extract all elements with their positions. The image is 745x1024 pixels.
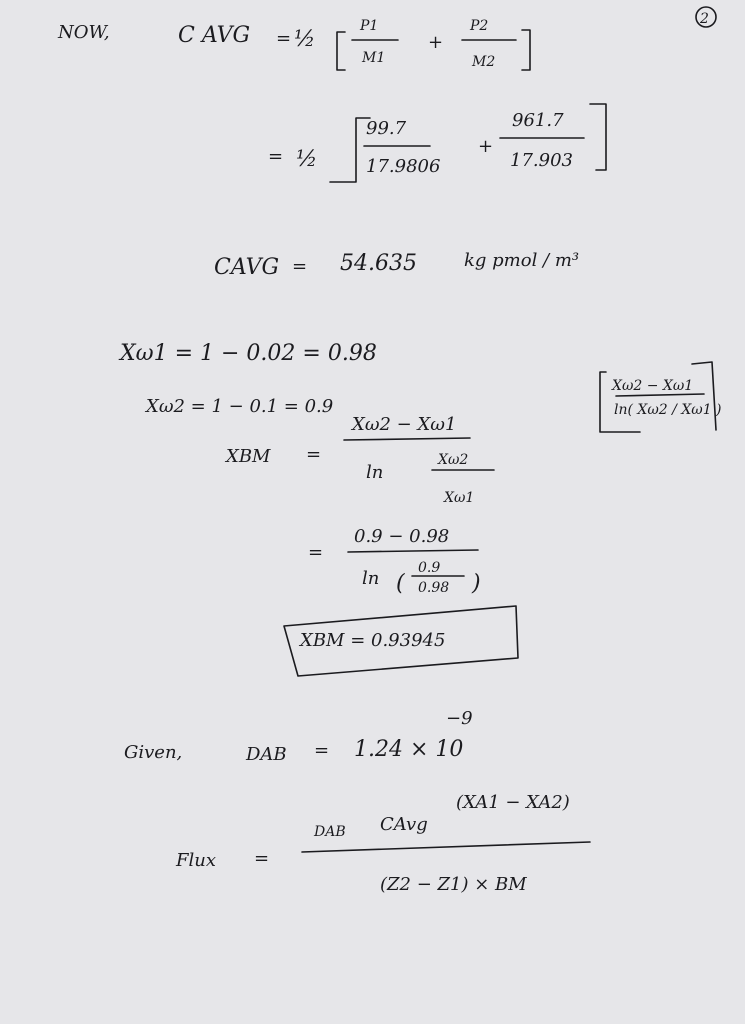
xw1-equation: Xω1 = 1 − 0.02 = 0.98 [120,341,377,366]
dab-exponent: −9 [446,708,473,729]
numerator-cavg: CAvg [380,814,428,835]
cavg-unit: kg pmol / m³ [464,250,580,271]
cavg-symbol: C AVG [178,23,251,48]
m2-symbol: M2 [472,54,496,70]
sidenote-numerator: Xω2 − Xω1 [612,378,694,394]
fraction-bar [302,842,590,852]
denominator-17-9806: 17.9806 [366,156,441,177]
one-half: ½ [294,27,316,52]
numerator-0-9-minus-0-98: 0.9 − 0.98 [354,526,450,547]
xbm-result: XBM = 0.93945 [300,630,446,651]
numerator-961-7: 961.7 [512,110,564,131]
equals-sign: = [268,146,284,167]
sidenote-bracket-right [692,362,716,430]
cavg-symbol: CAVG [214,255,280,280]
rho2-symbol: P2 [470,18,489,34]
numerator-xw-diff: Xω2 − Xω1 [352,414,457,435]
equals-sign: = [308,542,324,563]
numerator-xa-diff: (XA1 − XA2) [456,792,570,813]
dab-value: 1.24 × 10 [354,737,464,762]
left-bracket [337,32,345,70]
equals-sign: = [276,28,292,49]
dab-symbol: DAB [246,744,287,765]
equals-sign: = [292,256,308,277]
denominator-0-98: 0.98 [418,580,450,596]
numerator-dab: DAB [314,824,346,840]
m1-symbol: M1 [362,50,386,66]
equals-sign: = [254,848,270,869]
ln-label: ln [366,462,384,483]
sidenote-denominator: ln( Xω2 / Xω1 ) [614,402,722,418]
xw2-equation: Xω2 = 1 − 0.1 = 0.9 [146,396,334,417]
page-number: 2 [700,11,709,27]
left-bracket [330,118,370,182]
denominator-17-903: 17.903 [510,150,573,171]
equals-sign: = [306,444,322,465]
xw2-small: Xω2 [438,452,469,468]
one-half: ½ [296,147,318,172]
right-bracket [522,30,530,70]
fraction-bar [348,550,478,552]
right-bracket [590,104,606,170]
numerator-99-7: 99.7 [366,118,407,139]
denominator-z-diff: (Z2 − Z1) × BM [380,874,527,895]
fraction-bar [344,438,470,440]
plus-sign: + [428,32,444,53]
cavg-value: 54.635 [340,251,417,276]
flux-label: Flux [176,850,216,871]
xbm-symbol: XBM [226,446,271,467]
equals-sign: = [314,740,330,761]
numerator-0-9: 0.9 [418,560,441,576]
fraction-bar [616,394,704,396]
given-label: Given, [124,742,183,763]
left-paren: ( [396,571,405,596]
rho1-symbol: P1 [360,18,379,34]
ln-label: ln [362,568,380,589]
xw1-small: Xω1 [444,490,475,506]
right-paren: ) [472,571,481,596]
plus-sign: + [478,136,494,157]
now-label: NOW, [58,22,110,43]
